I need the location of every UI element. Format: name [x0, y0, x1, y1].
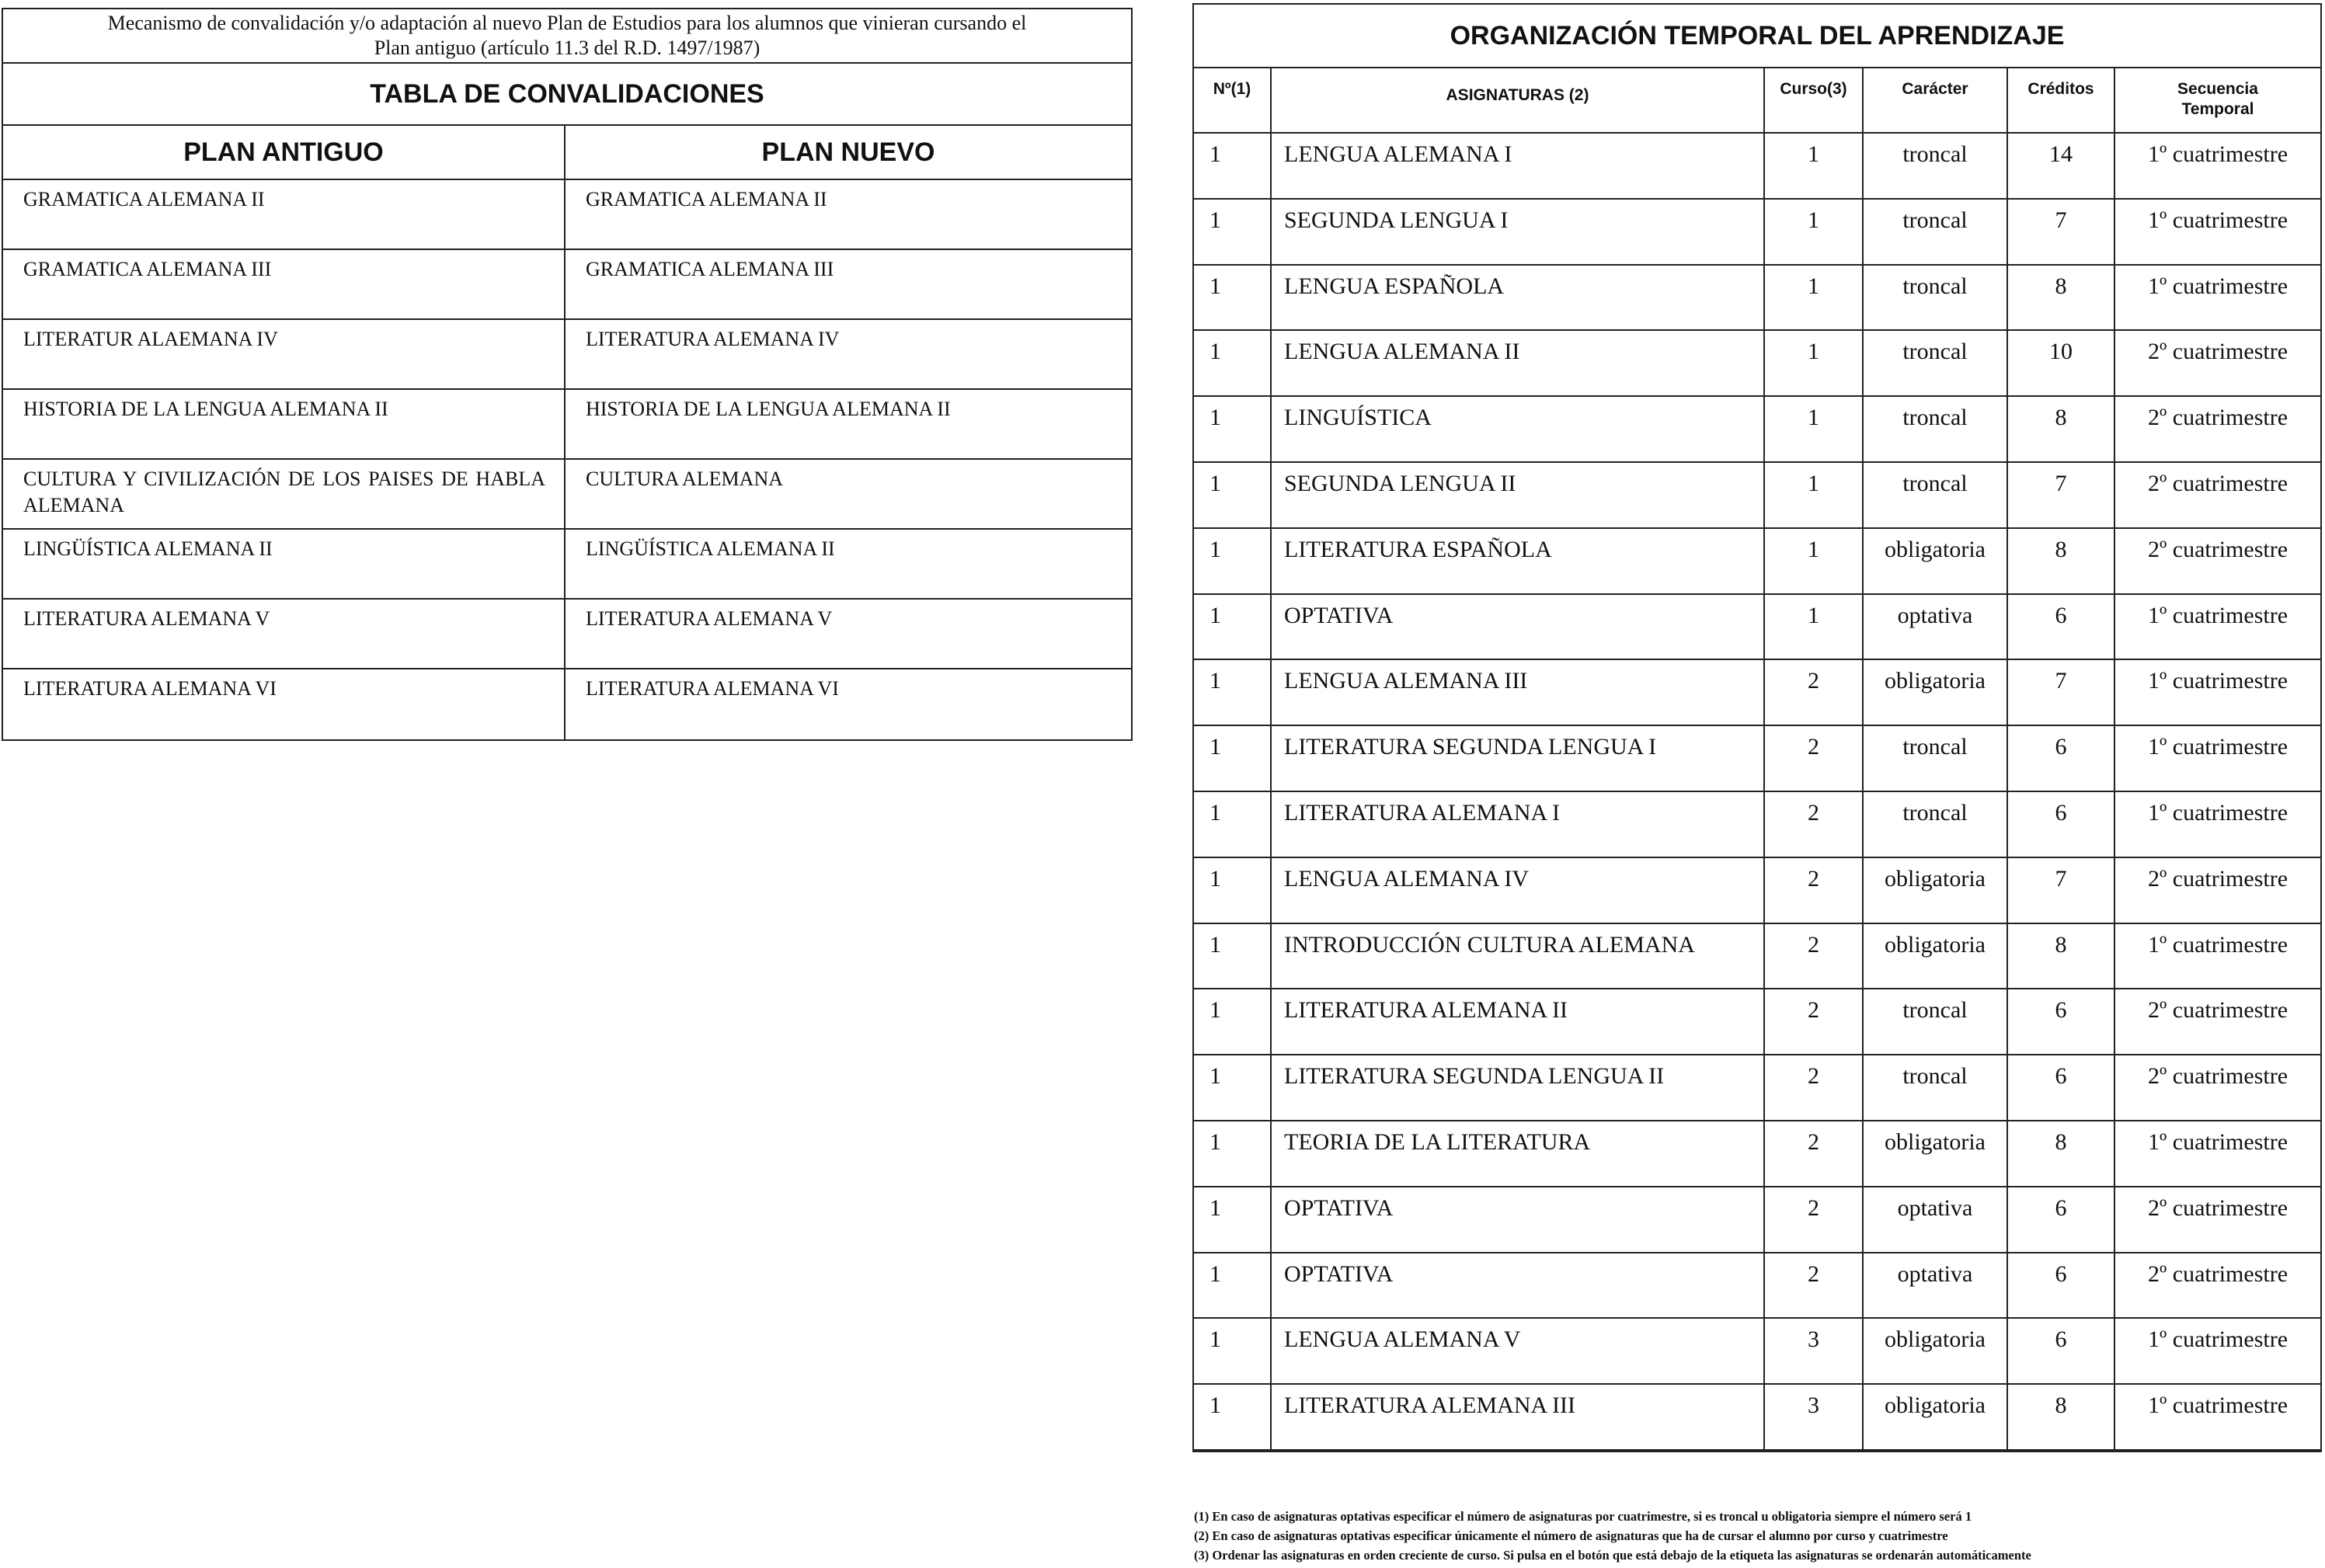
num-cell: 1: [1194, 792, 1272, 858]
secuencia-cell: 2º cuatrimestre: [2115, 397, 2320, 463]
curso-cell: 2: [1765, 726, 1864, 792]
convalidacion-row: [3, 320, 1131, 390]
convalidaciones-header-row: [3, 126, 1131, 180]
secuencia-cell: 1º cuatrimestre: [2115, 595, 2320, 661]
curso-cell: 1: [1765, 200, 1864, 266]
caracter-cell: troncal: [1864, 792, 2008, 858]
convalidaciones-caption: [3, 9, 1131, 64]
asignatura-cell: LITERATURA ALEMANA II: [1272, 989, 1765, 1055]
plan-nuevo-cell: CULTURA ALEMANA: [586, 468, 784, 490]
caracter-cell: optativa: [1864, 1253, 2008, 1319]
curso-cell: 1: [1765, 529, 1864, 595]
num-cell: 1: [1194, 726, 1272, 792]
secuencia-cell: 1º cuatrimestre: [2115, 1121, 2320, 1187]
asignatura-cell: SEGUNDA LENGUA II: [1272, 463, 1765, 529]
num-cell: 1: [1194, 200, 1272, 266]
plan-antiguo-cell: LITERATURA ALEMANA VI: [3, 669, 566, 739]
asignatura-cell: LENGUA ALEMANA III: [1272, 660, 1765, 726]
num-cell: 1: [1194, 134, 1272, 200]
num-cell: 1: [1194, 858, 1272, 924]
creditos-cell: 7: [2008, 858, 2115, 924]
convalidaciones-title: TABLA DE CONVALIDACIONES: [3, 64, 1131, 126]
secuencia-cell: 1º cuatrimestre: [2115, 134, 2320, 200]
plan-antiguo-cell: GRAMATICA ALEMANA II: [3, 180, 566, 249]
num-cell: 1: [1194, 266, 1272, 332]
creditos-cell: 6: [2008, 726, 2115, 792]
creditos-cell: 8: [2008, 1121, 2115, 1187]
num-cell: 1: [1194, 529, 1272, 595]
caracter-cell: optativa: [1864, 1187, 2008, 1253]
curso-cell: 2: [1765, 1055, 1864, 1121]
curso-cell: 1: [1765, 397, 1864, 463]
creditos-cell: 8: [2008, 529, 2115, 595]
header-asignaturas: ASIGNATURAS (2): [1272, 68, 1765, 134]
asignatura-cell: TEORIA DE LA LITERATURA: [1272, 1121, 1765, 1187]
num-cell: 1: [1194, 397, 1272, 463]
secuencia-cell: 1º cuatrimestre: [2115, 726, 2320, 792]
secuencia-cell: 2º cuatrimestre: [2115, 1187, 2320, 1253]
asignatura-cell: LENGUA ALEMANA I: [1272, 134, 1765, 200]
plan-nuevo-cell: GRAMATICA ALEMANA II: [586, 188, 827, 210]
convalidacion-row: [3, 460, 1131, 530]
creditos-cell: 6: [2008, 1187, 2115, 1253]
caracter-cell: troncal: [1864, 200, 2008, 266]
curso-cell: 3: [1765, 1319, 1864, 1385]
secuencia-cell: 2º cuatrimestre: [2115, 858, 2320, 924]
num-cell: 1: [1194, 1187, 1272, 1253]
asignatura-cell: LITERATURA ALEMANA I: [1272, 792, 1765, 858]
convalidaciones-table: [2, 8, 1133, 741]
num-cell: 1: [1194, 1385, 1272, 1451]
convalidacion-row: [3, 180, 1131, 250]
asignatura-cell: OPTATIVA: [1272, 1253, 1765, 1319]
header-plan-antiguo: PLAN ANTIGUO: [3, 126, 566, 179]
header-secuencia: Secuencia Temporal: [2115, 68, 2320, 134]
creditos-cell: 14: [2008, 134, 2115, 200]
caracter-cell: obligatoria: [1864, 529, 2008, 595]
num-cell: 1: [1194, 463, 1272, 529]
asignatura-cell: OPTATIVA: [1272, 1187, 1765, 1253]
footnotes: [1194, 1507, 2313, 1565]
plan-antiguo-cell: HISTORIA DE LA LENGUA ALEMANA II: [3, 390, 566, 458]
secuencia-cell: 2º cuatrimestre: [2115, 1055, 2320, 1121]
footnote-2: (2) En caso de asignaturas optativas especificar únicamente el número de asignaturas que ha de cursar el alumno por curso y cuatrimestre: [1194, 1528, 1948, 1543]
plan-antiguo-cell: LITERATURA ALEMANA V: [3, 600, 566, 668]
plan-nuevo-cell: LINGÜÍSTICA ALEMANA II: [586, 537, 835, 560]
creditos-cell: 8: [2008, 924, 2115, 990]
secuencia-cell: 1º cuatrimestre: [2115, 1319, 2320, 1385]
asignatura-cell: LITERATURA ALEMANA III: [1272, 1385, 1765, 1451]
asignatura-cell: SEGUNDA LENGUA I: [1272, 200, 1765, 266]
footnote-1: (1) En caso de asignaturas optativas especificar el número de asignaturas por cuatrimestre, si es troncal u obligatoria siempre el número será 1: [1194, 1509, 1972, 1524]
caracter-cell: troncal: [1864, 397, 2008, 463]
curso-cell: 1: [1765, 331, 1864, 397]
curso-cell: 2: [1765, 924, 1864, 990]
asignatura-cell: LENGUA ALEMANA IV: [1272, 858, 1765, 924]
header-num: Nº(1): [1194, 68, 1272, 134]
asignatura-cell: INTRODUCCIÓN CULTURA ALEMANA: [1272, 924, 1765, 990]
caracter-cell: obligatoria: [1864, 858, 2008, 924]
caracter-cell: obligatoria: [1864, 660, 2008, 726]
num-cell: 1: [1194, 1253, 1272, 1319]
creditos-cell: 8: [2008, 1385, 2115, 1451]
caracter-cell: troncal: [1864, 331, 2008, 397]
secuencia-cell: 1º cuatrimestre: [2115, 792, 2320, 858]
caracter-cell: obligatoria: [1864, 1121, 2008, 1187]
curso-cell: 3: [1765, 1385, 1864, 1451]
convalidacion-row: [3, 390, 1131, 460]
num-cell: 1: [1194, 660, 1272, 726]
plan-nuevo-cell: GRAMATICA ALEMANA III: [586, 258, 834, 280]
creditos-cell: 6: [2008, 792, 2115, 858]
asignatura-cell: LITERATURA ESPAÑOLA: [1272, 529, 1765, 595]
creditos-cell: 6: [2008, 595, 2115, 661]
caracter-cell: troncal: [1864, 463, 2008, 529]
asignatura-cell: LENGUA ALEMANA V: [1272, 1319, 1765, 1385]
header-creditos: Créditos: [2008, 68, 2115, 134]
secuencia-cell: 2º cuatrimestre: [2115, 1253, 2320, 1319]
secuencia-cell: 1º cuatrimestre: [2115, 924, 2320, 990]
num-cell: 1: [1194, 1319, 1272, 1385]
secuencia-cell: 1º cuatrimestre: [2115, 660, 2320, 726]
creditos-cell: 6: [2008, 989, 2115, 1055]
creditos-cell: 7: [2008, 463, 2115, 529]
creditos-cell: 7: [2008, 660, 2115, 726]
footnote-3: (3) Ordenar las asignaturas en orden creciente de curso. Si pulsa en el botón que está debajo de la etiqueta las asignaturas se ordenarán automáticamente: [1194, 1548, 2031, 1563]
curso-cell: 2: [1765, 660, 1864, 726]
plan-antiguo-cell: GRAMATICA ALEMANA III: [3, 250, 566, 318]
num-cell: 1: [1194, 1055, 1272, 1121]
num-cell: 1: [1194, 595, 1272, 661]
curso-cell: 2: [1765, 1121, 1864, 1187]
secuencia-cell: 1º cuatrimestre: [2115, 266, 2320, 332]
creditos-cell: 7: [2008, 200, 2115, 266]
organizacion-grid: [1194, 68, 2320, 1451]
caracter-cell: troncal: [1864, 726, 2008, 792]
asignatura-cell: LENGUA ALEMANA II: [1272, 331, 1765, 397]
plan-antiguo-cell: LITERATUR ALAEMANA IV: [3, 320, 566, 388]
organizacion-title: ORGANIZACIÓN TEMPORAL DEL APRENDIZAJE: [1194, 5, 2320, 68]
num-cell: 1: [1194, 989, 1272, 1055]
secuencia-cell: 2º cuatrimestre: [2115, 331, 2320, 397]
caption-line-2: Plan antiguo (artículo 11.3 del R.D. 1497/1987): [374, 37, 760, 59]
plan-nuevo-cell: LITERATURA ALEMANA VI: [586, 677, 839, 700]
secuencia-cell: 2º cuatrimestre: [2115, 529, 2320, 595]
creditos-cell: 8: [2008, 397, 2115, 463]
organizacion-table: [1192, 3, 2322, 1452]
plan-nuevo-cell: LITERATURA ALEMANA V: [586, 607, 833, 630]
caracter-cell: troncal: [1864, 1055, 2008, 1121]
creditos-cell: 6: [2008, 1253, 2115, 1319]
curso-cell: 1: [1765, 463, 1864, 529]
num-cell: 1: [1194, 1121, 1272, 1187]
creditos-cell: 8: [2008, 266, 2115, 332]
curso-cell: 2: [1765, 858, 1864, 924]
curso-cell: 2: [1765, 989, 1864, 1055]
convalidacion-row: [3, 669, 1131, 739]
caracter-cell: troncal: [1864, 989, 2008, 1055]
plan-antiguo-cell: LINGÜÍSTICA ALEMANA II: [3, 530, 566, 598]
creditos-cell: 10: [2008, 331, 2115, 397]
caracter-cell: troncal: [1864, 134, 2008, 200]
caracter-cell: optativa: [1864, 595, 2008, 661]
plan-nuevo-cell: HISTORIA DE LA LENGUA ALEMANA II: [586, 398, 951, 420]
header-curso: Curso(3): [1765, 68, 1864, 134]
secuencia-cell: 1º cuatrimestre: [2115, 200, 2320, 266]
convalidacion-row: [3, 530, 1131, 600]
asignatura-cell: LITERATURA SEGUNDA LENGUA I: [1272, 726, 1765, 792]
caracter-cell: troncal: [1864, 266, 2008, 332]
convalidacion-row: [3, 250, 1131, 320]
curso-cell: 1: [1765, 134, 1864, 200]
caracter-cell: obligatoria: [1864, 1319, 2008, 1385]
convalidacion-row: [3, 600, 1131, 669]
caracter-cell: obligatoria: [1864, 1385, 2008, 1451]
caracter-cell: obligatoria: [1864, 924, 2008, 990]
curso-cell: 2: [1765, 792, 1864, 858]
asignatura-cell: LINGUÍSTICA: [1272, 397, 1765, 463]
header-plan-nuevo: PLAN NUEVO: [761, 137, 935, 167]
curso-cell: 2: [1765, 1187, 1864, 1253]
curso-cell: 2: [1765, 1253, 1864, 1319]
num-cell: 1: [1194, 331, 1272, 397]
asignatura-cell: LENGUA ESPAÑOLA: [1272, 266, 1765, 332]
asignatura-cell: OPTATIVA: [1272, 595, 1765, 661]
secuencia-cell: 2º cuatrimestre: [2115, 989, 2320, 1055]
curso-cell: 1: [1765, 266, 1864, 332]
creditos-cell: 6: [2008, 1055, 2115, 1121]
plan-antiguo-cell: CULTURA Y CIVILIZACIÓN DE LOS PAISES DE HABLA ALEMANA: [3, 460, 566, 528]
num-cell: 1: [1194, 924, 1272, 990]
secuencia-cell: 1º cuatrimestre: [2115, 1385, 2320, 1451]
plan-nuevo-cell: LITERATURA ALEMANA IV: [586, 328, 840, 350]
asignatura-cell: LITERATURA SEGUNDA LENGUA II: [1272, 1055, 1765, 1121]
curso-cell: 1: [1765, 595, 1864, 661]
caption-line-1: Mecanismo de convalidación y/o adaptación al nuevo Plan de Estudios para los alumnos que vinieran cursando el: [107, 12, 1027, 34]
header-caracter: Carácter: [1864, 68, 2008, 134]
secuencia-cell: 2º cuatrimestre: [2115, 463, 2320, 529]
creditos-cell: 6: [2008, 1319, 2115, 1385]
